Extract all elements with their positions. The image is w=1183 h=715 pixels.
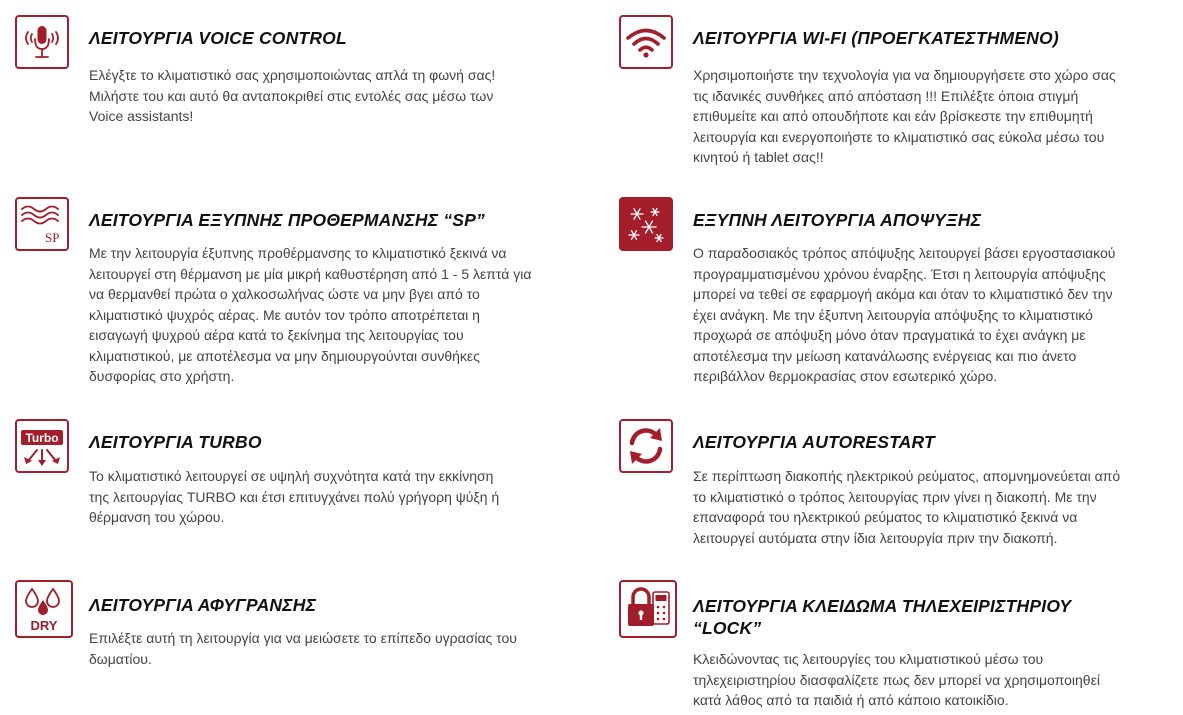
feature-title: ΛΕΙΤΟΥΡΓΙΑ ΑΦΥΓΡΑΝΣΗΣ [89,595,317,615]
feature-description: Το κλιματιστικό λειτουργεί σε υψηλή συχνότητα κατά την εκκίνηση της λειτουργίας TURBO και έτσι επιτυγχάνει πολύ γρήγορη ψύξη ή θέρμανση του χώρου. [89,468,500,525]
feature-turbo [15,419,575,529]
feature-wifi [619,15,1179,165]
feature-title: ΛΕΙΤΟΥΡΓΙΑ ΚΛΕΙΔΩΜΑ ΤΗΛΕΧΕΙΡΙΣΤΗΡΙΟΥ “LOCK” [693,596,1072,638]
feature-description: Ο παραδοσιακός τρόπος απόψυξης λειτουργεί βάσει εργοστασιακού προγραμματισμένου χρόνου έναρξης. Έτσι η λειτουργία απόψυξης μπορεί να τεθεί σε εφαρμογή ακόμα και όταν το κλιματιστικό δεν την έχει ανάγκη. Με την έξυπνη λειτουργία απόψυξης το κλιματιστικό προχωρά σε απόψυξη μόνο όταν πραγματικά το έχει ανάγκη με αποτέλεσμα την μείωση κατανάλωσης ενέργειας και πιο άνετο περιβάλλον θερμοκρασίας στον εσωτερικό χώρο. [693,245,1116,384]
preheat-icon-label: SP [45,230,60,245]
feature-description: Σε περίπτωση διακοπής ηλεκτρικού ρεύματος, απομνημονεύεται από το κλιματιστικό ο τρόπος λειτουργίας πριν γίνει η διακοπή. Με την επαναφορά του ηλεκτρικού ρεύματος το κλιματιστικό ξεκινά να λειτουργεί αυτόματα στην ίδια λειτουργία πριν την διακοπή. [693,468,1121,546]
feature-title: ΛΕΙΤΟΥΡΓΙΑ TURBO [89,432,262,452]
padlock-remote-icon [619,580,677,638]
feature-smart-defrost [619,197,1179,387]
feature-description: Χρησιμοποιήστε την τεχνολογία για να δημιουργήσετε στο χώρο σας τις ιδανικές συνθήκες από απόσταση !!! Επιλέξτε όποια στιγμή επιθυμείτε και από οπουδήποτε και εάν βρίσκεστε την επιθυμητή λειτουργία και ενεργοποιήστε το κλιματιστικό σας εύκολα μέσω του κινητού ή tablet σας!! [693,67,1116,165]
feature-smart-preheat [15,197,585,387]
feature-description: Ελέγξτε το κλιματιστικό σας χρησιμοποιώντας απλά τη φωνή σας! Μιλήστε του και αυτό θα ανταποκριθεί στις εντολές σας μέσω των Voice assistants! [89,67,496,124]
feature-description: Επιλέξτε αυτή τη λειτουργία για να μειώσετε το επίπεδο υγρασίας του δωματίου. [89,630,517,667]
feature-voice-control [15,15,575,135]
turbo-icon-label: Turbo [25,431,59,445]
feature-title: ΛΕΙΤΟΥΡΓΙΑ AUTORESTART [693,432,935,452]
feature-dehumidify [15,580,585,680]
feature-remote-lock [619,580,1179,710]
microphone-icon [15,15,69,69]
turbo-icon [15,419,69,473]
water-drops-icon [15,580,73,638]
dry-icon-label: DRY [30,618,58,633]
feature-title: ΛΕΙΤΟΥΡΓΙΑ WI-FI (ΠΡΟΕΓΚΑΤΕΣΤΗΜΕΝΟ) [693,28,1059,48]
autorestart-arrows-icon [619,419,673,473]
wifi-icon [619,15,673,69]
feature-description: Με την λειτουργία έξυπνης προθέρμανσης το κλιματιστικό ξεκινά να λειτουργεί στη θέρμανση με μία μικρή καθυστέρηση από 1 - 5 λεπτά για να θερμανθεί πρώτα ο χαλκοσωλήνας ώστε να μην βγει από το κλιματιστικό ψυχρός αέρας. Με αυτόν τον τρόπο αποτρέπεται η εισαγωγή ψυχρού αέρα κατά το ξεκίνημα της λειτουργίας του κλιματιστικού, με αποτέλεσμα να μην δημιουργούνται συνθήκες δυσφορίας στο χρήστη. [89,245,532,384]
feature-description: Κλειδώνοντας τις λειτουργίες του κλιματιστικού μέσω του τηλεχειριστηρίου διασφαλίζετε πως δεν μπορεί να χρησιμοποιηθεί κατά λάθος από τα παιδιά ή από κάποιο κατοικίδιο. [693,651,1100,708]
feature-title: ΛΕΙΤΟΥΡΓΙΑ ΕΞΥΠΝΗΣ ΠΡΟΘΕΡΜΑΝΣΗΣ “SP” [89,210,485,230]
preheat-waves-icon [15,197,69,251]
feature-title: ΛΕΙΤΟΥΡΓΙΑ VOICE CONTROL [89,28,347,48]
feature-title: ΕΞΥΠΝΗ ΛΕΙΤΟΥΡΓΙΑ ΑΠΟΨΥΞΗΣ [693,210,982,230]
snowflakes-icon [619,197,673,251]
feature-autorestart [619,419,1179,549]
